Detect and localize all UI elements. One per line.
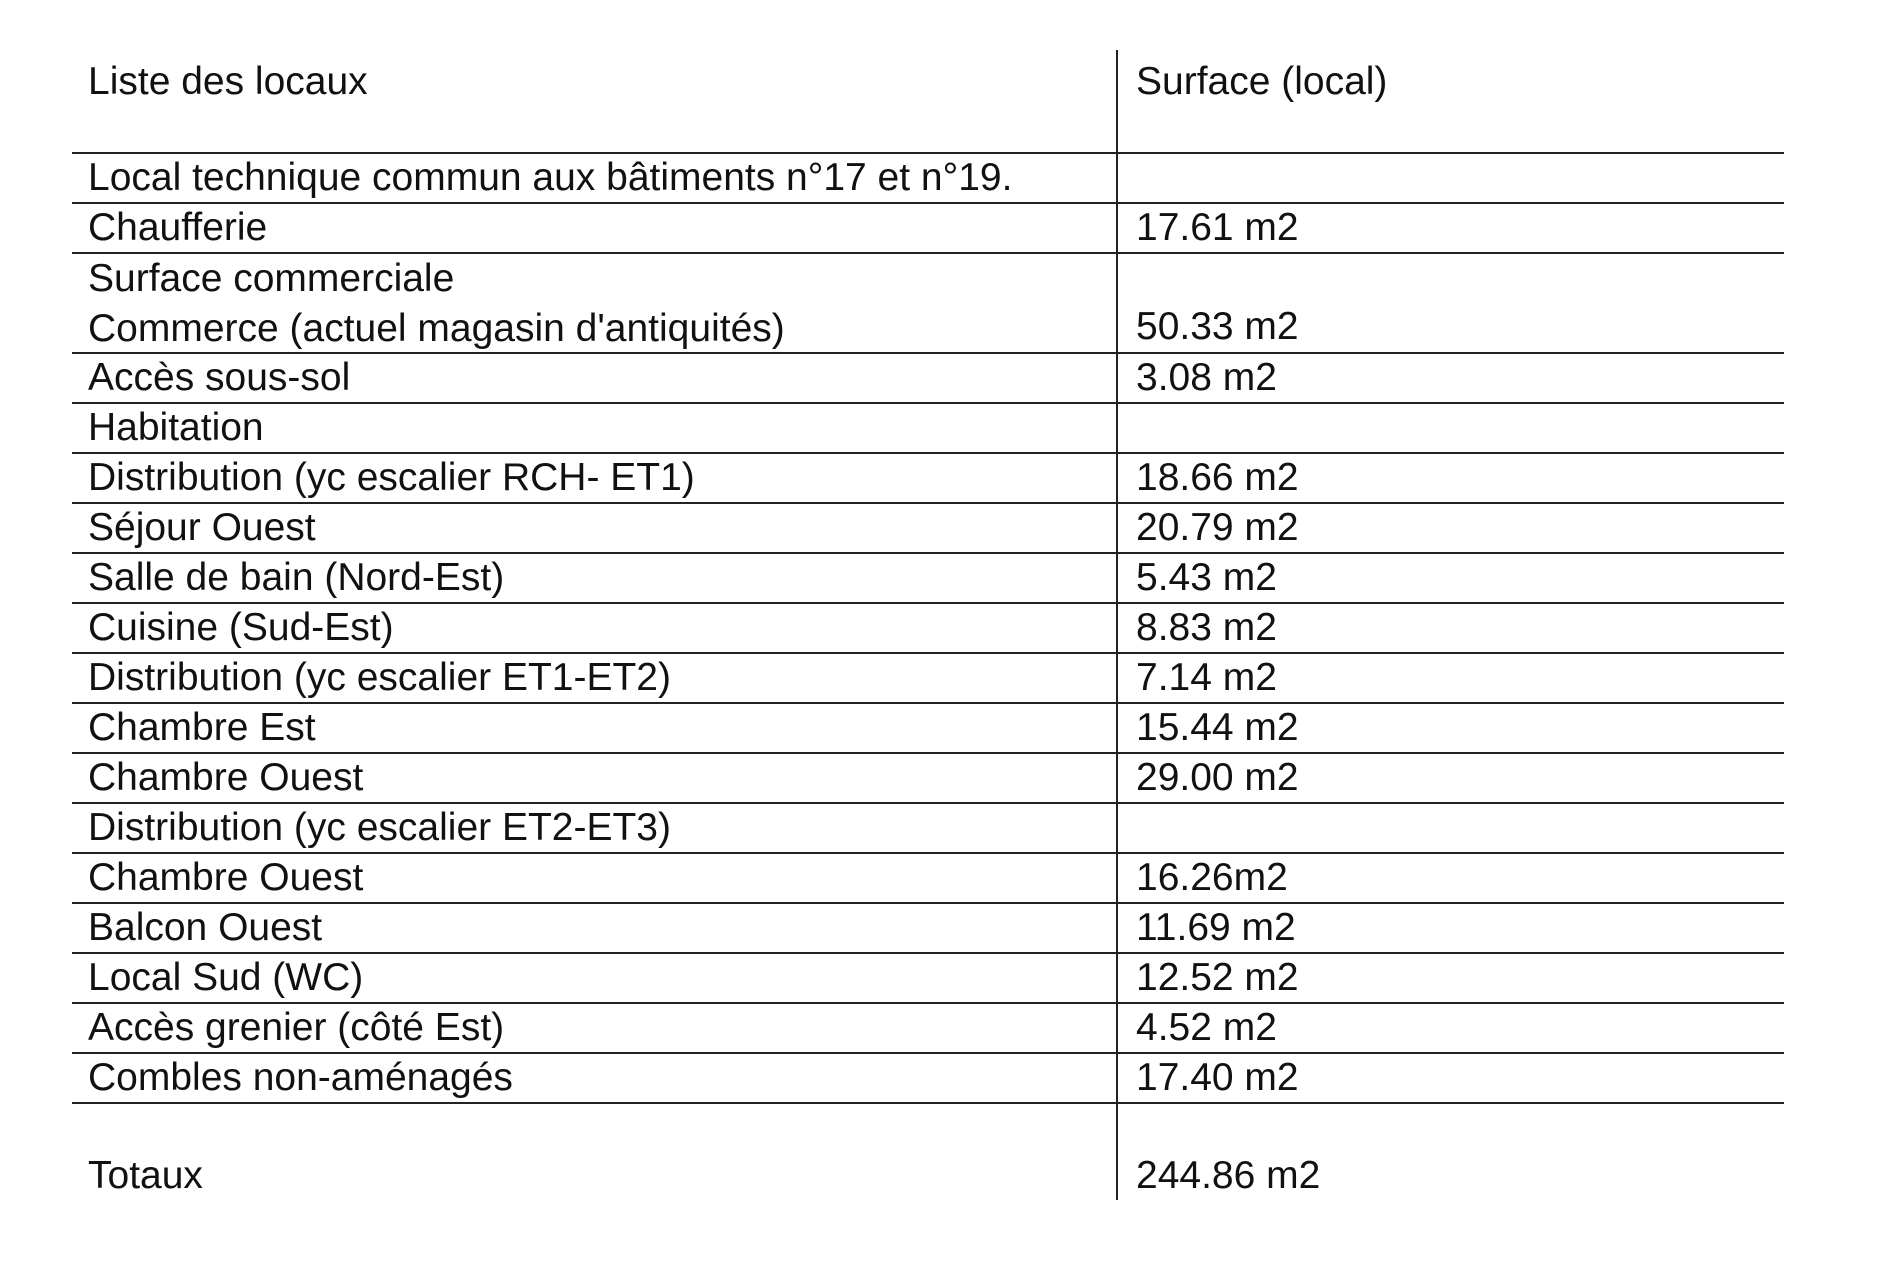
row-label: Local technique commun aux bâtiments n°17 et n°19. <box>88 156 1013 199</box>
table-row <box>72 454 1784 504</box>
row-label <box>72 254 1116 354</box>
table-row <box>72 754 1784 804</box>
surface-table <box>72 50 1784 1200</box>
row-label: Accès sous-sol <box>88 356 351 399</box>
row-value: 16.26m2 <box>1116 854 1784 902</box>
table-row <box>72 254 1784 354</box>
total-value <box>1116 1104 1784 1200</box>
row-value: 29.00 m2 <box>1116 754 1784 802</box>
row-value <box>1116 404 1784 452</box>
row-value: 4.52 m2 <box>1116 1004 1784 1052</box>
row-label: Séjour Ouest <box>88 506 316 549</box>
row-value <box>1116 154 1784 202</box>
row-label: Chambre Ouest <box>88 756 364 799</box>
total-label <box>72 1104 1116 1200</box>
total-value-text: 244.86 m2 <box>1136 1154 1321 1197</box>
row-value: 8.83 m2 <box>1116 604 1784 652</box>
total-label-text: Totaux <box>88 1154 203 1197</box>
table-row <box>72 204 1784 254</box>
table-row <box>72 604 1784 654</box>
row-value: 12.52 m2 <box>1116 954 1784 1002</box>
row-value: 17.40 m2 <box>1116 1054 1784 1102</box>
table-row <box>72 804 1784 854</box>
row-value: 3.08 m2 <box>1116 354 1784 402</box>
table-row <box>72 504 1784 554</box>
row-value: 15.44 m2 <box>1116 704 1784 752</box>
row-label: Distribution (yc escalier ET2-ET3) <box>88 806 671 849</box>
row-value: 20.79 m2 <box>1116 504 1784 552</box>
row-label: Accès grenier (côté Est) <box>88 1006 505 1049</box>
header-locaux: Liste des locaux <box>88 60 368 103</box>
row-value: 7.14 m2 <box>1116 654 1784 702</box>
row-label: Distribution (yc escalier ET1-ET2) <box>88 656 671 699</box>
table-row <box>72 954 1784 1004</box>
row-label: Chambre Ouest <box>88 856 364 899</box>
table-row <box>72 404 1784 454</box>
row-value: 18.66 m2 <box>1116 454 1784 502</box>
row-label: Chambre Est <box>88 706 316 749</box>
table-row <box>72 854 1784 904</box>
row-value-text: 50.33 m2 <box>1136 305 1299 348</box>
row-label-line1: Surface commerciale <box>88 257 455 300</box>
row-value <box>1116 254 1784 352</box>
table-row <box>72 904 1784 954</box>
row-value: 5.43 m2 <box>1116 554 1784 602</box>
header-surface: Surface (local) <box>1116 50 1784 152</box>
row-label: Habitation <box>88 406 264 449</box>
table-row <box>72 554 1784 604</box>
table-row <box>72 354 1784 404</box>
row-label: Combles non-aménagés <box>88 1056 513 1099</box>
row-value <box>1116 804 1784 852</box>
row-label: Distribution (yc escalier RCH- ET1) <box>88 456 695 499</box>
table-row <box>72 154 1784 204</box>
table-row <box>72 1054 1784 1104</box>
table-row <box>72 654 1784 704</box>
row-label: Local Sud (WC) <box>88 956 364 999</box>
total-row <box>72 1104 1784 1200</box>
row-label-line2: Commerce (actuel magasin d'antiquités) <box>88 307 785 350</box>
row-label: Salle de bain (Nord-Est) <box>88 556 505 599</box>
row-label: Chaufferie <box>88 206 268 249</box>
table-row <box>72 704 1784 754</box>
row-value: 17.61 m2 <box>1116 204 1784 252</box>
table-header-row <box>72 50 1784 154</box>
row-value: 11.69 m2 <box>1116 904 1784 952</box>
table-row <box>72 1004 1784 1054</box>
row-label: Cuisine (Sud-Est) <box>88 606 394 649</box>
row-label: Balcon Ouest <box>88 906 323 949</box>
